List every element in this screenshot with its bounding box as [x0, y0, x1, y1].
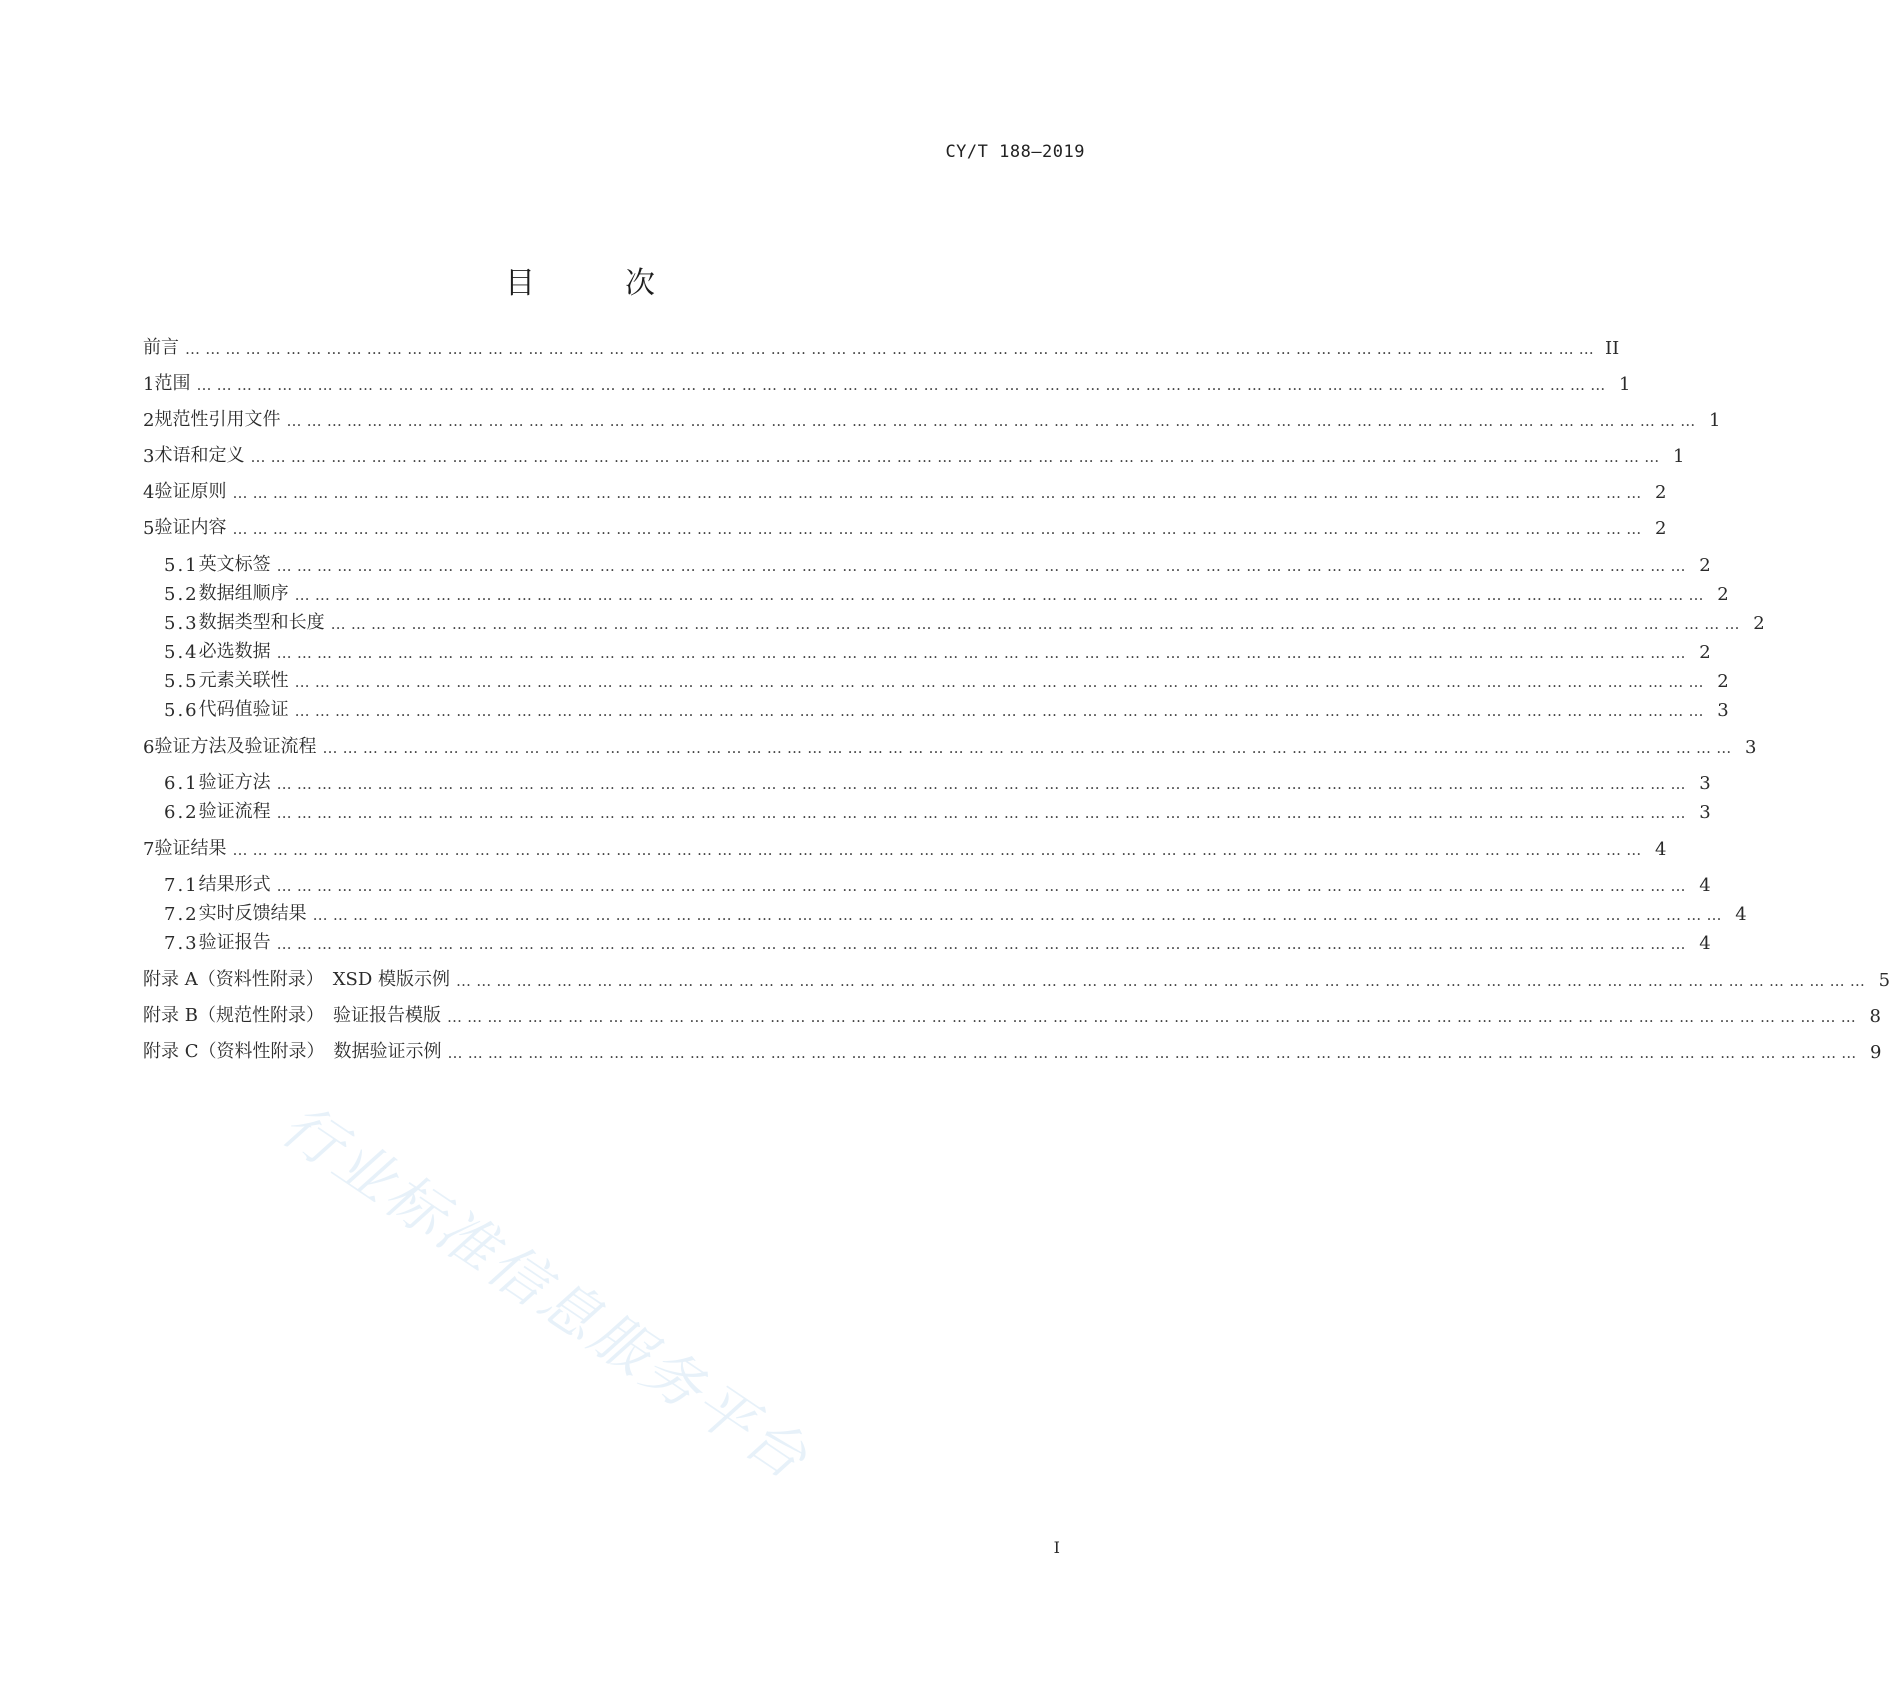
toc-entry-label: 附录 A（资料性附录） XSD 模版示例 [143, 969, 451, 990]
toc-entry-number: 6.2 [164, 802, 199, 823]
toc-entry-page: 4 [1655, 839, 1667, 860]
toc-entry-page: 3 [1745, 737, 1757, 758]
toc-entry-page: 2 [1699, 555, 1711, 576]
toc-entry-page: 3 [1699, 802, 1711, 823]
toc-entry-page: 1 [1673, 446, 1685, 467]
toc-entry-label: 术语和定义 [154, 445, 245, 466]
toc-entry-page: 9 [1870, 1042, 1882, 1063]
toc-entry-label: 范围 [154, 373, 191, 394]
toc-entry-page: 3 [1717, 700, 1729, 721]
toc-entry-number: 7 [143, 839, 155, 860]
toc-entry-label: 验证方法及验证流程 [154, 736, 317, 757]
toc-leader-dots: ………………………………………………………………………………………………………………………………………………………………………………………… [322, 739, 1737, 757]
toc-entry-page: 2 [1717, 671, 1729, 692]
toc-leader-dots: ………………………………………………………………………………………………………………………………………………………………………………………… [276, 557, 1691, 575]
toc-entry-number: 5.6 [164, 700, 199, 721]
toc-leader-dots: ………………………………………………………………………………………………………………………………………………………………………………………… [456, 972, 1871, 990]
toc-entry-5-3[interactable] [164, 608, 1765, 634]
toc-entry-number: 5 [143, 518, 155, 539]
toc-entry-page: 2 [1717, 584, 1729, 605]
toc-entry-page: 3 [1699, 773, 1711, 794]
toc-entry-3[interactable] [143, 441, 1685, 467]
toc-entry-annex-a[interactable] [143, 965, 1890, 991]
toc-entry-5-1[interactable] [164, 550, 1711, 576]
toc-entry-2[interactable] [143, 405, 1721, 431]
toc-entry-page: 5 [1878, 970, 1890, 991]
page-title: 目 次 [505, 266, 685, 301]
standard-code: CY/T 188—2019 [945, 142, 1085, 162]
toc-entry-label: 验证内容 [154, 517, 227, 538]
toc-leader-dots: ………………………………………………………………………………………………………………………………………………………………………………………… [276, 775, 1691, 793]
toc-entry-label: 数据组顺序 [198, 583, 289, 604]
toc-leader-dots: ………………………………………………………………………………………………………………………………………………………………………………………… [232, 520, 1647, 538]
toc-leader-dots: ………………………………………………………………………………………………………………………………………………………………………………………… [232, 484, 1647, 502]
toc-entry-label: 附录 C（资料性附录） 数据验证示例 [143, 1041, 442, 1062]
toc-leader-dots: ………………………………………………………………………………………………………………………………………………………………………………………… [447, 1044, 1862, 1062]
toc-entry-5-6[interactable] [164, 695, 1729, 721]
toc-entry-number: 4 [143, 482, 155, 503]
toc-entry-1[interactable] [143, 369, 1631, 395]
toc-leader-dots: ………………………………………………………………………………………………………………………………………………………………………………………… [294, 673, 1709, 691]
toc-entry-page: 1 [1619, 374, 1631, 395]
toc-entry-label: 实时反馈结果 [198, 903, 307, 924]
toc-entry-number: 3 [143, 446, 155, 467]
toc-leader-dots: ………………………………………………………………………………………………………………………………………………………………………………………… [250, 448, 1665, 466]
toc-leader-dots: ………………………………………………………………………………………………………………………………………………………………………………………… [276, 804, 1691, 822]
toc-leader-dots: ………………………………………………………………………………………………………………………………………………………………………………………… [446, 1008, 1861, 1026]
toc-entry-foreword[interactable] [143, 333, 1620, 359]
toc-entry-6-2[interactable] [164, 797, 1711, 823]
toc-leader-dots: ………………………………………………………………………………………………………………………………………………………………………………………… [294, 702, 1709, 720]
toc-leader-dots: ………………………………………………………………………………………………………………………………………………………………………………………… [294, 586, 1709, 604]
toc-entry-number: 5.2 [164, 584, 199, 605]
toc-entry-6-1[interactable] [164, 768, 1711, 794]
toc-entry-page: 1 [1709, 410, 1721, 431]
toc-entry-page: 2 [1655, 482, 1667, 503]
toc-entry-page: 2 [1655, 518, 1667, 539]
toc-entry-number: 5.3 [164, 613, 199, 634]
toc-entry-6[interactable] [143, 732, 1757, 758]
toc-entry-label: 前言 [143, 337, 179, 358]
toc-entry-label: 附录 B（规范性附录） 验证报告模版 [143, 1005, 441, 1026]
toc-entry-label: 规范性引用文件 [154, 409, 281, 430]
toc-entry-label: 验证流程 [198, 801, 271, 822]
toc-entry-page: 4 [1735, 904, 1747, 925]
toc-leader-dots: ………………………………………………………………………………………………………………………………………………………………………………………… [232, 841, 1647, 859]
toc-entry-number: 6.1 [164, 773, 199, 794]
toc-entry-number: 5.5 [164, 671, 199, 692]
toc-entry-label: 元素关联性 [198, 670, 289, 691]
toc-leader-dots: ………………………………………………………………………………………………………………………………………………………………………………………… [276, 877, 1691, 895]
toc-entry-number: 7.1 [164, 875, 199, 896]
toc-entry-page: 4 [1699, 875, 1711, 896]
toc-entry-7-1[interactable] [164, 870, 1711, 896]
toc-entry-label: 英文标签 [198, 554, 271, 575]
toc-entry-number: 7.2 [164, 904, 199, 925]
toc-leader-dots: ………………………………………………………………………………………………………………………………………………………………………………………… [330, 615, 1745, 633]
toc-entry-5-5[interactable] [164, 666, 1729, 692]
toc-entry-number: 7.3 [164, 933, 199, 954]
toc-entry-label: 验证结果 [154, 838, 227, 859]
toc-entry-annex-b[interactable] [143, 1001, 1881, 1027]
toc-entry-label: 代码值验证 [198, 699, 289, 720]
watermark-text: 行业标准信息服务平台 [269, 1090, 822, 1494]
toc-entry-5-2[interactable] [164, 579, 1729, 605]
toc-entry-page: 8 [1869, 1006, 1881, 1027]
toc-entry-page: 2 [1699, 642, 1711, 663]
toc-entry-7-3[interactable] [164, 928, 1711, 954]
toc-entry-number: 2 [143, 410, 155, 431]
toc-leader-dots: ………………………………………………………………………………………………………………………………………………………………………………………… [185, 340, 1599, 358]
toc-leader-dots: ………………………………………………………………………………………………………………………………………………………………………………………… [276, 644, 1691, 662]
toc-entry-number: 5.4 [164, 642, 199, 663]
toc-leader-dots: ………………………………………………………………………………………………………………………………………………………………………………………… [196, 376, 1611, 394]
toc-entry-page: 2 [1753, 613, 1765, 634]
toc-entry-7[interactable] [143, 834, 1667, 860]
toc-entry-7-2[interactable] [164, 899, 1747, 925]
toc-entry-page: 4 [1699, 933, 1711, 954]
toc-entry-label: 验证报告 [198, 932, 271, 953]
toc-entry-label: 结果形式 [198, 874, 271, 895]
toc-entry-label: 验证方法 [198, 772, 271, 793]
toc-entry-page: II [1605, 338, 1620, 359]
toc-entry-label: 必选数据 [198, 641, 271, 662]
toc-entry-annex-c[interactable] [143, 1037, 1882, 1063]
toc-entry-number: 5.1 [164, 555, 199, 576]
toc-entry-label: 验证原则 [154, 481, 227, 502]
toc-entry-number: 6 [143, 737, 155, 758]
toc-entry-5[interactable] [143, 513, 1667, 539]
page-number: I [1053, 1538, 1060, 1557]
toc-entry-4[interactable] [143, 477, 1667, 503]
toc-entry-5-4[interactable] [164, 637, 1711, 663]
toc-entry-label: 数据类型和长度 [198, 612, 325, 633]
toc-leader-dots: ………………………………………………………………………………………………………………………………………………………………………………………… [312, 906, 1727, 924]
toc-entry-number: 1 [143, 374, 155, 395]
toc-leader-dots: ………………………………………………………………………………………………………………………………………………………………………………………… [286, 412, 1701, 430]
toc-leader-dots: ………………………………………………………………………………………………………………………………………………………………………………………… [276, 935, 1691, 953]
